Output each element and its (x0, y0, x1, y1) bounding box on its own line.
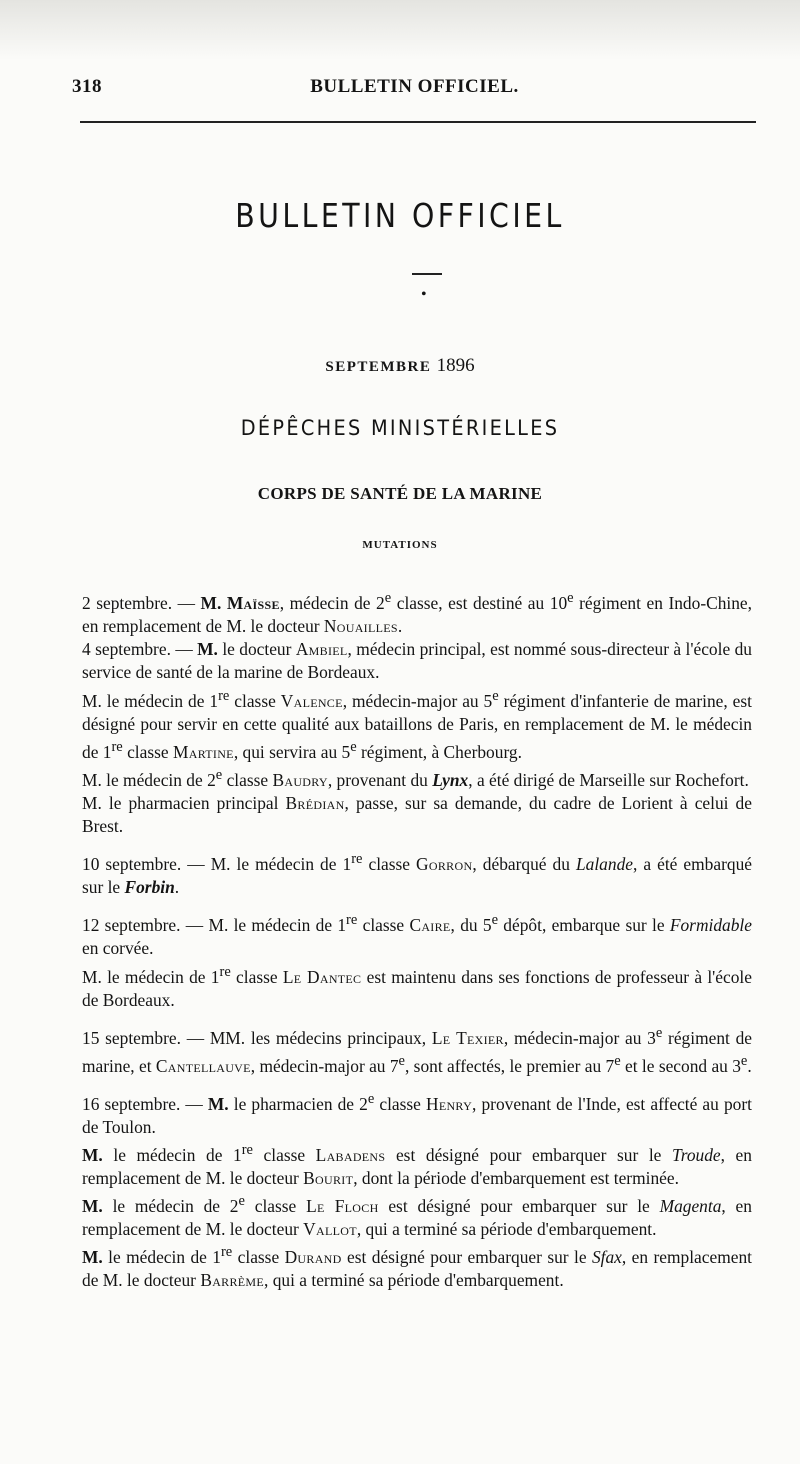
text: M. le médecin de 1 (82, 690, 219, 711)
text: , du 5 (450, 915, 492, 936)
date-prefix: 10 septembre. — (82, 854, 211, 875)
text: classe (244, 1196, 307, 1217)
text: classe (229, 690, 281, 711)
running-title: BULLETIN OFFICIEL. (310, 76, 519, 97)
text: , a été embarqué sur le (82, 854, 752, 898)
text: est désigné pour embarquer sur le (385, 1144, 672, 1165)
ordinal-sup: e (350, 738, 357, 755)
ordinal-sup: re (220, 1244, 233, 1261)
text: , dont la période d'embarquement est terminée. (353, 1168, 679, 1189)
ordinal-sup: re (346, 912, 358, 929)
text: le médecin de 1 (113, 1144, 242, 1165)
section-heading: DÉPÊCHES MINISTÉRIELLES (240, 416, 560, 440)
text: le médecin de 2 (112, 1196, 239, 1217)
ship-name: Formidable (669, 915, 752, 936)
paragraph (82, 587, 752, 638)
text: le médecin de 1 (108, 1247, 221, 1268)
month-label: SEPTEMBRE (325, 359, 432, 375)
text: classe (374, 1093, 426, 1114)
text: , qui a terminé sa période d'embarquement. (356, 1219, 657, 1240)
paragraph (82, 1241, 752, 1292)
honorific: M. (82, 1196, 113, 1217)
text: , en remplacement de M. le docteur (82, 1196, 752, 1240)
person-name: Labadens (315, 1144, 386, 1165)
mutations-heading: MUTATIONS (362, 539, 438, 551)
ordinal-sup: re (218, 687, 230, 704)
ship-name: Magenta (659, 1196, 722, 1217)
text: , a été dirigé de Marseille sur Rochefort. (468, 769, 749, 790)
person-name: Barrème (200, 1270, 265, 1291)
paragraph (82, 685, 752, 764)
text: et le second au 3 (620, 1055, 741, 1076)
text: , qui a terminé sa période d'embarquement. (264, 1270, 564, 1291)
ship-name: Forbin (124, 877, 175, 898)
text: M. le médecin de 1 (82, 966, 220, 987)
date-prefix: 2 septembre. — (82, 592, 201, 613)
text: , médecin-major au 3 (503, 1027, 656, 1048)
text: régiment de marine, et (82, 1027, 753, 1076)
ordinal-sup: e (492, 687, 499, 704)
text: classe (232, 1247, 285, 1268)
honorific: M. (82, 1247, 109, 1268)
ordinal-sup: e (384, 590, 392, 606)
text: est désigné pour embarquer sur le (378, 1196, 660, 1217)
text: régiment d'infanterie de marine, est désigné pour servir en cette qualité aux bataillons de Paris, en remplacement de M. le médecin de 1 (82, 690, 752, 762)
person-name: Le Dantec (282, 966, 362, 987)
ordinal-sup: e (491, 912, 499, 929)
paragraph (82, 764, 752, 792)
text: est désigné pour embarquer sur le (341, 1247, 592, 1268)
person-name: Cantellauve (155, 1055, 251, 1076)
text: , provenant du (327, 769, 433, 790)
text: classe, est destiné au 10 (391, 592, 568, 613)
ship-name: Lalande (575, 854, 633, 875)
text: est maintenu dans ses fonctions de professeur à l'école de Bordeaux. (82, 966, 752, 1010)
ordinal-sup: e (740, 1052, 748, 1069)
person-name: Martine (172, 741, 234, 762)
person-name: Le Texier (431, 1027, 504, 1048)
paragraph (82, 961, 752, 1012)
ordinal-sup: re (219, 963, 231, 980)
text: classe (357, 915, 410, 936)
ordinal-sup: e (614, 1052, 621, 1069)
text: le pharmacien de 2 (233, 1093, 368, 1114)
text: , sont affectés, le premier au 7 (404, 1055, 615, 1076)
title-short-rule (412, 273, 442, 275)
person-name: Le Floch (306, 1196, 379, 1217)
text: M. le médecin de 1 (208, 915, 347, 936)
text: , médecin-major au 5 (342, 690, 493, 711)
person-name: Vallot (303, 1219, 357, 1240)
ordinal-sup: re (111, 738, 123, 755)
text: classe (222, 769, 273, 790)
person-name: Valence (280, 690, 343, 711)
bulletin-title: BULLETIN OFFICIEL (235, 196, 565, 235)
subsection-heading: CORPS DE SANTÉ DE LA MARINE (257, 484, 543, 503)
dot-ornament: • (421, 286, 427, 303)
person-name: Gorron (416, 854, 473, 875)
person-name: Henry (425, 1093, 473, 1114)
person-name: Caire (409, 915, 451, 936)
month-year: 1896 (436, 355, 475, 376)
text: classe (362, 854, 417, 875)
text: . (747, 1055, 752, 1076)
ordinal-sup: e (215, 766, 223, 783)
honorific: M. (197, 639, 223, 660)
date-prefix: 16 septembre. — (82, 1093, 208, 1114)
person-name: Ambiel (295, 639, 348, 660)
person-name: Baudry (272, 769, 328, 790)
person-name: Brédian (285, 792, 345, 813)
text: , en remplacement de M. le docteur (82, 1144, 752, 1189)
text: . (397, 616, 403, 636)
text: le docteur (222, 639, 296, 660)
ordinal-sup: e (367, 1090, 375, 1107)
person-name: Bourit (303, 1168, 354, 1189)
text: , médecin principal, est nommé sous-directeur à l'école du service de santé de la marine de Bordeaux. (82, 639, 752, 683)
paragraph (82, 1190, 752, 1241)
text: régiment en Indo-Chine, en remplacement de M. le docteur (82, 592, 752, 636)
date-prefix: 15 septembre. — (82, 1027, 210, 1048)
text: M. le médecin de 2 (82, 769, 216, 790)
text: M. le pharmacien principal (82, 792, 286, 813)
scan-edge-shading (0, 0, 800, 60)
text: , médecin de 2 (279, 592, 385, 613)
person-name: Durand (284, 1247, 342, 1268)
person-name: Nouailles (323, 616, 398, 636)
ordinal-sup: e (398, 1052, 405, 1069)
text: régiment, à Cherbourg. (356, 741, 522, 762)
text: , qui servira au 5 (233, 741, 351, 762)
ship-name: Sfax (591, 1247, 622, 1268)
text: M. le médecin de 1 (210, 854, 352, 875)
paragraph (82, 638, 752, 684)
ordinal-sup: e (655, 1024, 663, 1041)
text: classe (230, 966, 283, 987)
paragraph (82, 1088, 752, 1139)
text: , médecin-major au 7 (250, 1055, 399, 1076)
paragraph (82, 909, 752, 960)
page-number: 318 (72, 76, 102, 97)
honorific: M. (200, 592, 227, 613)
text: , en remplacement de M. le docteur (82, 1247, 752, 1291)
text: , passe, sur sa demande, du cadre de Lorient à celui de Brest. (82, 792, 752, 837)
paragraph (82, 848, 752, 899)
honorific: M. (207, 1093, 234, 1114)
ship-name: Troude (671, 1144, 721, 1165)
date-prefix: 4 septembre. — (82, 639, 198, 660)
ordinal-sup: e (238, 1193, 245, 1210)
ordinal-sup: e (567, 590, 574, 606)
text: classe (252, 1144, 316, 1165)
text: MM. les médecins principaux, (209, 1027, 432, 1048)
month-heading (0, 355, 800, 377)
text: . (174, 877, 180, 898)
date-prefix: 12 septembre. — (82, 915, 209, 936)
mutations-body (82, 587, 752, 1293)
header-rule (80, 121, 756, 123)
paragraph (82, 792, 752, 838)
paragraph (82, 1022, 752, 1078)
ordinal-sup: re (351, 851, 363, 868)
text: , débarqué du (472, 854, 576, 875)
paragraph (82, 1139, 752, 1190)
text: , provenant de l'Inde, est affecté au port de Toulon. (82, 1093, 752, 1137)
running-header (72, 76, 757, 102)
text: dépôt, embarque sur le (498, 915, 670, 936)
text: classe (122, 741, 173, 762)
text: en corvée. (82, 938, 154, 959)
person-name: Maïsse (226, 592, 280, 613)
ship-name: Lynx (432, 769, 469, 790)
honorific: M. (82, 1144, 114, 1165)
ordinal-sup: re (241, 1142, 253, 1159)
